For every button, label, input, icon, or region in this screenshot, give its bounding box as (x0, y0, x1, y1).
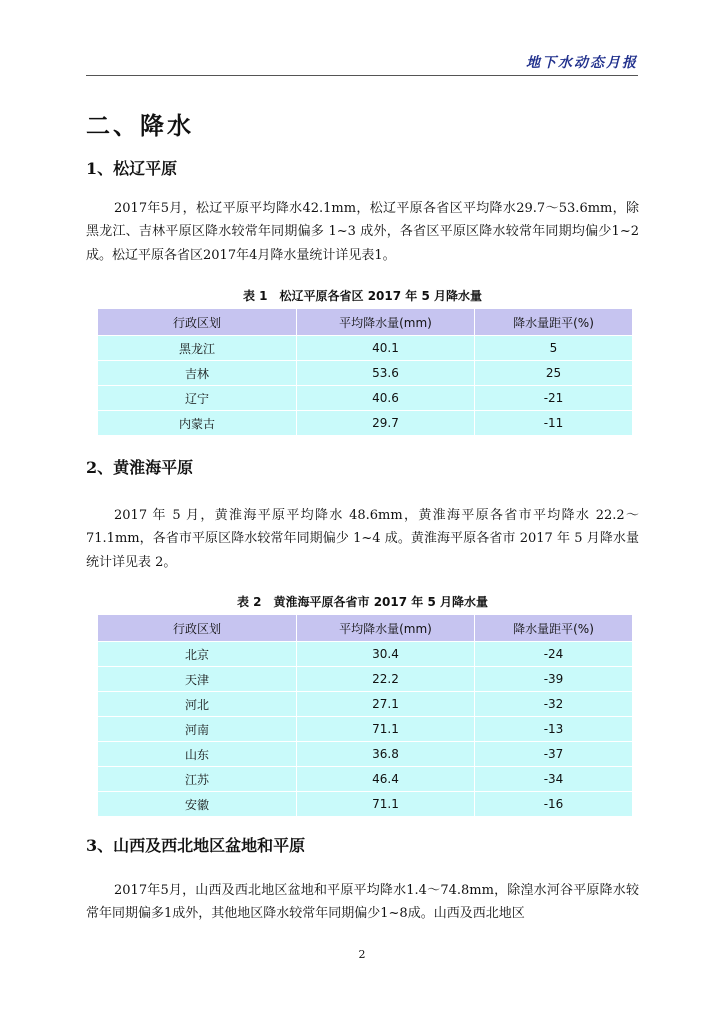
table-row (98, 742, 633, 767)
subsection-heading-2: 2、黄淮海平原 (86, 458, 194, 477)
table-cell: -11 (475, 411, 633, 436)
column-header: 平均降水量(mm) (297, 615, 475, 642)
table-cell: 22.2 (297, 667, 475, 692)
table-cell: 40.1 (297, 336, 475, 361)
table-row (98, 667, 633, 692)
table-header-row (98, 615, 633, 642)
table-cell: 29.7 (297, 411, 475, 436)
table-row (98, 642, 633, 667)
table-cell: -32 (475, 692, 633, 717)
paragraph-1-text: 2017年5月，松辽平原平均降水42.1mm，松辽平原各省区平均降水29.7～53.6mm，除黑龙江、吉林平原区降水较常年同期偏多 1~3 成外，各省区平原区降水较常年同期均偏少1~2成。松辽平原各省区2017年4月降水量统计详见表1。 (86, 201, 639, 263)
table-row (98, 792, 633, 817)
table-2-caption: 表 2 黄淮海平原各省市 2017 年 5 月降水量 (237, 595, 488, 609)
page-number: 2 (358, 948, 366, 961)
column-header: 行政区划 (98, 615, 297, 642)
table-cell: 北京 (98, 642, 297, 667)
column-header: 行政区划 (98, 309, 297, 336)
table-cell: 天津 (98, 667, 297, 692)
paragraph-3-text: 2017年5月，山西及西北地区盆地和平原平均降水1.4～74.8mm，除湟水河谷平原降水较常年同期偏多1成外，其他地区降水较常年同期偏少1~8成。山西及西北地区 (86, 883, 639, 922)
table-row (98, 767, 633, 792)
table-cell: 46.4 (297, 767, 475, 792)
header-rule (86, 75, 638, 76)
table-2 (97, 614, 633, 817)
table-cell: 黑龙江 (98, 336, 297, 361)
table-cell: -16 (475, 792, 633, 817)
table-1-caption: 表 1 松辽平原各省区 2017 年 5 月降水量 (243, 289, 482, 303)
table-cell: 71.1 (297, 717, 475, 742)
table-row (98, 336, 633, 361)
subsection-heading-1: 1、松辽平原 (86, 159, 178, 178)
paragraph-2-text: 2017 年 5 月，黄淮海平原平均降水 48.6mm，黄淮海平原各省市平均降水 22.2～71.1mm，各省市平原区降水较常年同期偏少 1~4 成。黄淮海平原各省市 2017 年 5 月降水量统计详见表 2。 (86, 508, 639, 570)
paragraph-3 (86, 879, 639, 926)
column-header: 平均降水量(mm) (297, 309, 475, 336)
table-cell: -13 (475, 717, 633, 742)
table-cell: -39 (475, 667, 633, 692)
table-cell: -21 (475, 386, 633, 411)
column-header: 降水量距平(%) (475, 615, 633, 642)
table-cell: 安徽 (98, 792, 297, 817)
table-cell: -34 (475, 767, 633, 792)
section-title: 二、降水 (86, 111, 194, 140)
table-row (98, 411, 633, 436)
table-cell: 27.1 (297, 692, 475, 717)
table-cell: 5 (475, 336, 633, 361)
table-cell: 辽宁 (98, 386, 297, 411)
table-cell: 内蒙古 (98, 411, 297, 436)
table-cell: 江苏 (98, 767, 297, 792)
table-cell: 吉林 (98, 361, 297, 386)
table-cell: 30.4 (297, 642, 475, 667)
page-header-title: 地下水动态月报 (526, 55, 638, 71)
table-row (98, 361, 633, 386)
table-row (98, 386, 633, 411)
paragraph-1 (86, 197, 639, 267)
table-cell: 36.8 (297, 742, 475, 767)
table-cell: 河南 (98, 717, 297, 742)
table-header-row (98, 309, 633, 336)
table-cell: 河北 (98, 692, 297, 717)
table-cell: 25 (475, 361, 633, 386)
table-cell: 山东 (98, 742, 297, 767)
paragraph-2 (86, 504, 639, 574)
table-cell: 71.1 (297, 792, 475, 817)
table-row (98, 692, 633, 717)
table-cell: -24 (475, 642, 633, 667)
table-cell: 40.6 (297, 386, 475, 411)
subsection-heading-3: 3、山西及西北地区盆地和平原 (86, 836, 306, 855)
table-cell: -37 (475, 742, 633, 767)
table-row (98, 717, 633, 742)
column-header: 降水量距平(%) (475, 309, 633, 336)
table-1 (97, 308, 633, 436)
table-cell: 53.6 (297, 361, 475, 386)
